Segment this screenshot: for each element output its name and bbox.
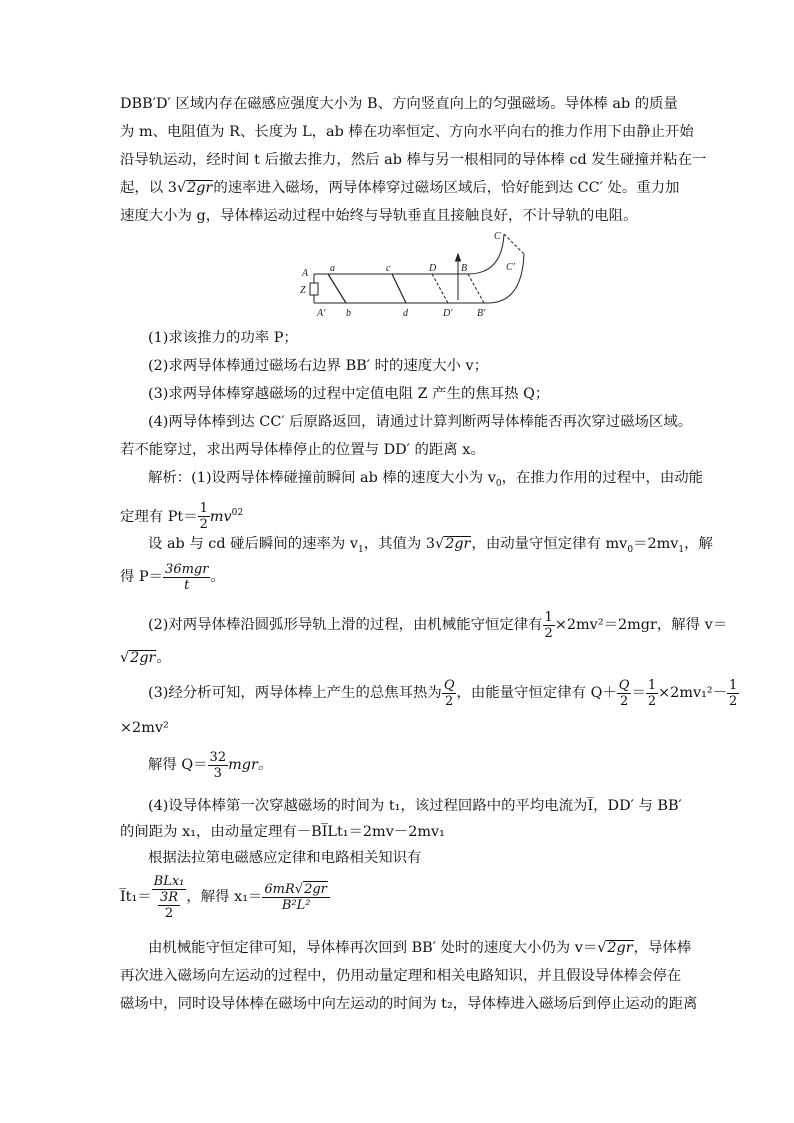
solution-5: 解得 Q＝ $\frac{32}{3}$ mgr。 [148,749,273,781]
solution-4b: ×2mv² [120,720,169,736]
solution-1a: 解析：(1)设两导体棒碰撞前瞬间 ab 棒的速度大小为 $v_0$，在推力作用的过程中，由动能 [148,470,704,489]
solution-6a: (4)设导体棒第一次穿越磁场的时间为 t₁，该过程回路中的平均电流为I̅，DD′ 与 BB′ [148,798,682,814]
label-C: C [494,231,501,242]
problem-line-4-a: 起，以 3 [120,180,177,196]
solution-6b: 的间距为 x₁，由动量定理有－BI̅Lt₁＝2mv－2mv₁ [120,824,445,840]
solution-2b: 得 P＝ 36mgr t 。 [120,561,225,593]
boundary-dd [432,274,448,303]
rails [314,234,524,303]
label-d: d [403,308,408,319]
radical-2gr: 2gr [187,180,213,196]
label-A-prime: A′ [317,308,326,319]
solution-4a: (3)经分析可知，两导体棒上产生的总焦耳热为 $\frac{Q}{2}$ ，由能量守恒定律有 Q＋ $\frac{Q}{2}$ ＝ $\frac{1}{2}$ ×2mv₁²－ $\frac{1}{2}$ [148,677,738,709]
rod-cd [392,274,406,303]
solution-9a: 由机械能守恒定律可知，导体棒再次回到 BB′ 处时的速度大小仍为 v＝√2gr，导体棒 [148,940,692,956]
question-3: (3)求两导体棒穿越磁场的过程中定值电阻 Z 产生的焦耳热 Q； [148,386,550,402]
label-a: a [330,263,335,274]
question-4-cont: 若不能穿过，求出两导体棒停止的位置与 DD′ 的距离 x。 [120,442,485,458]
question-4: (4)两导体棒到达 CC′ 后原路返回，请通过计算判断两导体棒能否再次穿过磁场区域。 [148,414,693,430]
rail-diagram [296,230,536,322]
solution-9c: 磁场中，同时设导体棒在磁场中向左运动的时间为 t₂，导体棒进入磁场后到停止运动的距离 [120,996,698,1012]
problem-line-2: 为 m、电阻值为 R、长度为 L，ab 棒在功率恒定、方向水平向右的推力作用下由静止开始 [120,124,694,140]
fraction-x1: $\frac{6mR√2gr}{\text{B²L²}}$ [262,881,330,913]
problem-line-4: 起，以 3√2gr的速率进入磁场，两导体棒穿过磁场区域后，恰好能到达 CC′ 处。重力加 [120,180,680,196]
resistor-z [310,283,318,295]
boundary-bb [468,274,484,303]
problem-line-1: DBB′D′ 区域内存在磁感应强度大小为 B、方向竖直向上的匀强磁场。导体棒 ab 的质量 [120,96,678,112]
problem-line-5: 速度大小为 g，导体棒运动过程中始终与导轨垂直且接触良好，不计导轨的电阻。 [120,208,638,224]
solution-1b: 定理有 Pt＝ $\frac{1}{2}$ $mv^{02}$ [120,501,244,533]
solution-8: I̅t₁＝ BLx₁ $\frac{3R}{2}$ ，解得 x₁＝ $\frac{6mR√2gr}{\text{B²L²}}$ [120,872,680,924]
label-D: D [429,263,437,274]
rod-ab [328,274,346,303]
fraction-half: $\frac{1}{2}$ [199,501,208,533]
label-b: b [346,308,351,319]
problem-line-4-b: 的速率进入磁场，两导体棒穿过磁场区域后，恰好能到达 CC′ 处。重力加 [213,180,680,196]
fraction-current: BLx₁ $\frac{3R}{2}$ [153,873,185,921]
question-1: (1)求该推力的功率 P； [148,330,298,346]
solution-7: 根据法拉第电磁感应定律和电路相关知识有 [148,850,422,866]
label-Z: Z [300,285,306,296]
solution-3a: (2)对两导体棒沿圆弧形导轨上滑的过程，由机械能守恒定律有 $\frac{1}{2}$ ×2mv²＝2mgr，解得 v＝ [148,609,728,641]
question-2: (2)求两导体棒通过磁场右边界 BB′ 时的速度大小 v； [148,358,489,374]
label-B: B [461,263,468,274]
label-c: c [386,263,391,274]
problem-line-3: 沿导轨运动，经时间 t 后撤去推力，然后 ab 棒与另一根相同的导体棒 cd 发生碰撞并粘在一 [120,152,707,168]
label-C-prime: C′ [506,262,515,273]
fraction-power: 36mgr t [165,561,209,593]
field-arrow [456,254,461,300]
solution-9b: 再次进入磁场向左运动的过程中，仍用动量定理和相关电路知识，并且假设导体棒会停在 [120,968,682,984]
solution-2a: 设 ab 与 cd 碰后瞬间的速率为 $v_1$，其值为 3√2gr，由动量守恒定律有 $mv_0=2mv_1$，解 [148,536,713,555]
solution-3b: √2gr。 [120,650,171,666]
label-A: A [302,268,309,279]
label-D-prime: D′ [443,308,453,319]
label-B-prime: B′ [477,308,486,319]
